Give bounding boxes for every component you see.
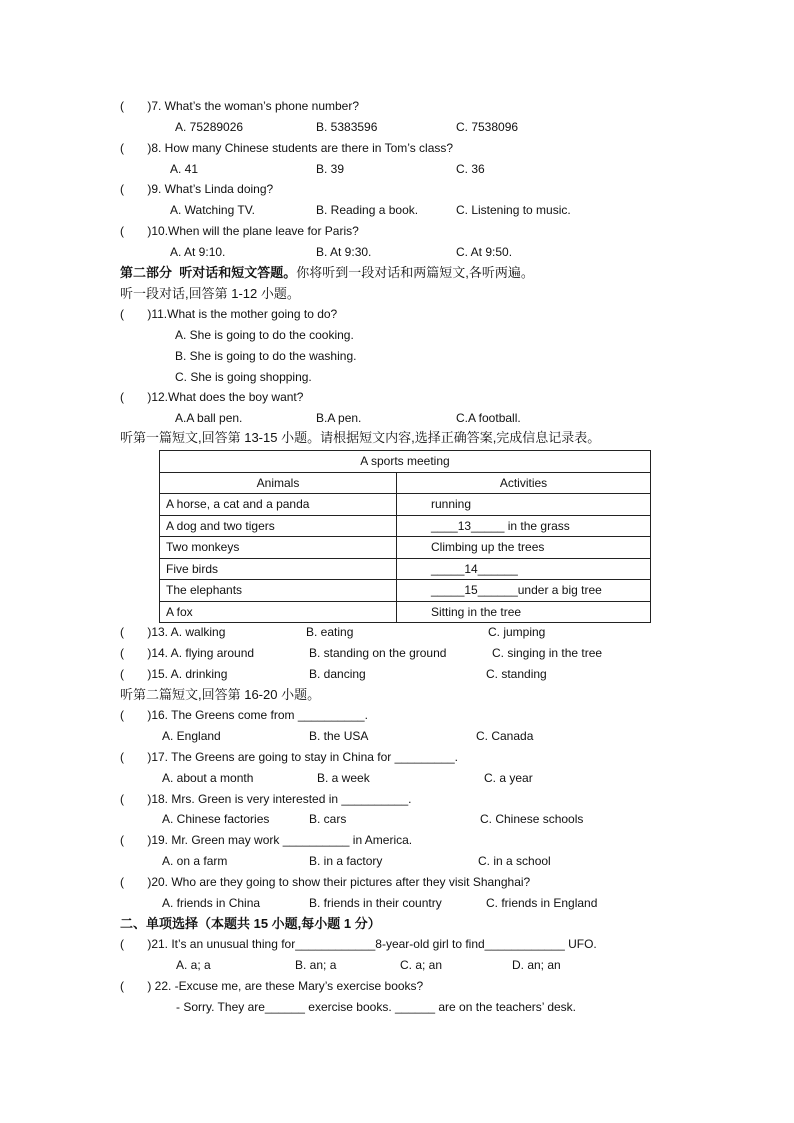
answer-bracket: ( ) — [120, 99, 152, 113]
table-cell-animal: A dog and two tigers — [160, 515, 397, 537]
q17-option-b: B. a week — [317, 771, 370, 785]
question-13: ( )13. A. walking — [120, 625, 226, 639]
table-row — [160, 601, 651, 623]
question-10-text: 10.When will the plane leave for Paris? — [151, 224, 359, 238]
part2-subheading: 听一段对话,回答第 1-12 小题。 — [120, 286, 300, 301]
sports-meeting-table — [159, 450, 651, 623]
q9-option-c: C. Listening to music. — [456, 203, 571, 217]
question-18: ( )18. Mrs. Green is very interested in __________. — [120, 792, 412, 806]
q8-option-a: A. 41 — [170, 162, 199, 176]
answer-bracket: ( ) — [120, 182, 152, 196]
q21-option-a: A. a; a — [176, 958, 211, 972]
q19-option-c: C. in a school — [478, 854, 551, 868]
part2-title: 第二部分 听对话和短文答题。 — [120, 265, 297, 280]
question-17: ( )17. The Greens are going to stay in China for _________. — [120, 750, 458, 764]
table-row — [160, 580, 651, 602]
q16-option-a: A. England — [162, 729, 221, 743]
table-cell-activity: Sitting in the tree — [397, 601, 651, 623]
answer-bracket: ( ) — [120, 141, 152, 155]
table-cell-activity: ____13_____ in the grass — [397, 515, 651, 537]
q13-option-c: C. jumping — [488, 625, 546, 639]
table-cell-animal: A horse, a cat and a panda — [160, 494, 397, 516]
question-12: ( )12.What does the boy want? — [120, 390, 304, 404]
q18-option-a: A. Chinese factories — [162, 812, 270, 826]
q20-option-b: B. friends in their country — [309, 896, 442, 910]
table-cell-animal: Five birds — [160, 558, 397, 580]
q18-option-c: C. Chinese schools — [480, 812, 584, 826]
table-row — [160, 558, 651, 580]
part2-instructions: 你将听到一段对话和两篇短文,各听两遍。 — [296, 265, 534, 280]
table-cell-activity: _____14______ — [397, 558, 651, 580]
table-header-animals: Animals — [160, 472, 397, 494]
table-cell-animal: Two monkeys — [160, 537, 397, 559]
q11-option-c: C. She is going shopping. — [175, 370, 312, 384]
q12-option-c: C.A football. — [456, 411, 521, 425]
q7-option-a: A. 75289026 — [175, 120, 244, 134]
question-7 — [120, 99, 359, 113]
q21-option-b: B. an; a — [295, 958, 337, 972]
table-title: A sports meeting — [160, 451, 651, 473]
answer-bracket: ( ) — [120, 224, 152, 238]
passage2-heading: 听第二篇短文,回答第 16-20 小题。 — [120, 687, 321, 702]
q17-option-a: A. about a month — [162, 771, 254, 785]
q8-option-c: C. 36 — [456, 162, 485, 176]
question-8 — [120, 141, 453, 155]
question-21: ( )21. It’s an unusual thing for____________8-year-old girl to find____________ UFO. — [120, 937, 597, 951]
q14-option-b: B. standing on the ground — [309, 646, 447, 660]
question-8-text: 8. How many Chinese students are there in Tom’s class? — [151, 141, 454, 155]
table-row — [160, 494, 651, 516]
question-14: ( )14. A. flying around — [120, 646, 255, 660]
table-cell-activity: running — [397, 494, 651, 516]
table-cell-activity: Climbing up the trees — [397, 537, 651, 559]
q7-option-c: C. 7538096 — [456, 120, 519, 134]
q10-option-c: C. At 9:50. — [456, 245, 513, 259]
q19-option-b: B. in a factory — [309, 854, 383, 868]
table-header-activities: Activities — [397, 472, 651, 494]
table-cell-animal: A fox — [160, 601, 397, 623]
q16-option-b: B. the USA — [309, 729, 369, 743]
q9-option-a: A. Watching TV. — [170, 203, 255, 217]
q11-option-a: A. She is going to do the cooking. — [175, 328, 354, 342]
table-cell-activity: _____15______under a big tree — [397, 580, 651, 602]
question-7-text: 7. What’s the woman’s phone number? — [151, 99, 360, 113]
part2-heading — [120, 266, 534, 280]
q12-option-a: A.A ball pen. — [175, 411, 243, 425]
question-15: ( )15. A. drinking — [120, 667, 228, 681]
question-19: ( )19. Mr. Green may work __________ in America. — [120, 833, 413, 847]
q14-option-c: C. singing in the tree — [492, 646, 603, 660]
q10-option-b: B. At 9:30. — [316, 245, 372, 259]
q22-reply: - Sorry. They are______ exercise books. ______ are on the teachers’ desk. — [176, 1000, 577, 1014]
q20-option-a: A. friends in China — [162, 896, 261, 910]
q21-option-c: C. a; an — [400, 958, 443, 972]
q18-option-b: B. cars — [309, 812, 347, 826]
question-9-text: 9. What’s Linda doing? — [151, 182, 274, 196]
q11-option-b: B. She is going to do the washing. — [175, 349, 357, 363]
q15-option-b: B. dancing — [309, 667, 366, 681]
q19-option-a: A. on a farm — [162, 854, 228, 868]
table-row — [160, 515, 651, 537]
q21-option-d: D. an; an — [512, 958, 561, 972]
question-11: ( )11.What is the mother going to do? — [120, 307, 338, 321]
q7-option-b: B. 5383596 — [316, 120, 378, 134]
section2-heading: 二、单项选择（本题共 15 小题,每小题 1 分） — [120, 916, 381, 931]
passage1-heading: 听第一篇短文,回答第 13-15 小题。请根据短文内容,选择正确答案,完成信息记录表。 — [120, 430, 601, 445]
q12-option-b: B.A pen. — [316, 411, 362, 425]
q15-option-c: C. standing — [486, 667, 547, 681]
question-16: ( )16. The Greens come from __________. — [120, 708, 368, 722]
q9-option-b: B. Reading a book. — [316, 203, 419, 217]
q13-option-b: B. eating — [306, 625, 354, 639]
question-22: ( ) 22. -Excuse me, are these Mary’s exercise books? — [120, 979, 424, 993]
question-20: ( )20. Who are they going to show their pictures after they visit Shanghai? — [120, 875, 531, 889]
question-10 — [120, 224, 359, 238]
table-row — [160, 537, 651, 559]
q16-option-c: C. Canada — [476, 729, 534, 743]
q10-option-a: A. At 9:10. — [170, 245, 226, 259]
q17-option-c: C. a year — [484, 771, 533, 785]
q20-option-c: C. friends in England — [486, 896, 598, 910]
table-cell-animal: The elephants — [160, 580, 397, 602]
question-9 — [120, 182, 273, 196]
q8-option-b: B. 39 — [316, 162, 345, 176]
